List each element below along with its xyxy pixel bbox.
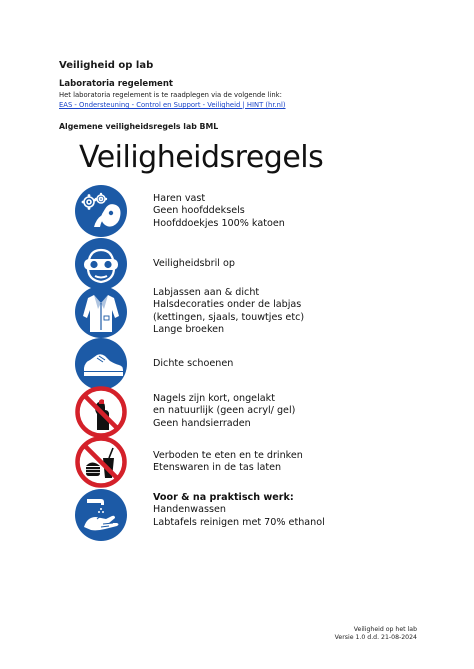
page-title: Veiligheid op lab bbox=[59, 60, 154, 71]
rule-line: en natuurlijk (geen acryl/ gel) bbox=[153, 405, 296, 417]
rule-line: Geen hoofddeksels bbox=[153, 205, 245, 217]
rule-line: Labtafels reinigen met 70% ethanol bbox=[153, 516, 325, 528]
rule-text bbox=[153, 193, 285, 230]
footer-title: Veiligheid op het lab bbox=[353, 626, 417, 633]
safety-goggles-icon bbox=[75, 238, 127, 290]
rule-text bbox=[153, 450, 303, 475]
rule-item bbox=[75, 238, 405, 290]
no-nail-polish-icon bbox=[75, 386, 127, 438]
subheading: Algemene veiligheidsregels lab BML bbox=[59, 122, 219, 131]
rule-line: Verboden te eten en te drinken bbox=[153, 450, 303, 461]
footer-version: Versie 1.0 d.d. 21-08-2024 bbox=[334, 634, 417, 642]
rule-line: Nagels zijn kort, ongelakt bbox=[153, 393, 275, 404]
rule-text bbox=[153, 393, 295, 430]
rule-item bbox=[75, 338, 405, 390]
regulations-link[interactable]: EAS - Ondersteuning - Control en Support - Veiligheid | HINT (hr.nl) bbox=[59, 101, 286, 109]
rule-line: Labjassen aan & dicht bbox=[153, 287, 260, 298]
rule-heading: Voor & na praktisch werk: bbox=[153, 492, 294, 503]
rule-item bbox=[75, 386, 405, 438]
rule-line: Haren vast bbox=[153, 193, 206, 204]
rule-line: Veiligheidsbril op bbox=[153, 258, 235, 269]
lab-coat-icon bbox=[75, 286, 127, 338]
no-eating-drinking-icon bbox=[75, 436, 127, 488]
rule-line: Handenwassen bbox=[153, 504, 226, 516]
rule-text bbox=[153, 492, 325, 529]
rule-line: Dichte schoenen bbox=[153, 358, 234, 369]
safety-shoe-icon bbox=[75, 338, 127, 390]
rule-item bbox=[75, 436, 405, 488]
hair-protection-icon bbox=[75, 185, 127, 237]
page-footer bbox=[335, 626, 417, 642]
hand-washing-icon bbox=[75, 489, 127, 541]
rule-item bbox=[75, 286, 405, 338]
rule-line: Hoofddoekjes 100% katoen bbox=[153, 217, 285, 229]
intro-text: Het laboratoria regelement is te raadplegen via de volgende link: bbox=[59, 91, 282, 99]
poster-title: Veiligheidsregels bbox=[79, 140, 324, 175]
rule-line: Halsdecoraties onder de labjas bbox=[153, 299, 302, 311]
rule-text bbox=[153, 258, 235, 270]
rule-text bbox=[153, 358, 233, 370]
section-title: Laboratoria regelement bbox=[59, 79, 173, 89]
rule-line: (kettingen, sjaals, touwtjes etc) bbox=[153, 311, 305, 323]
rule-line: Geen handsierraden bbox=[153, 417, 251, 429]
rule-text bbox=[153, 287, 304, 336]
rule-line: Lange broeken bbox=[153, 323, 225, 335]
rule-line: Etenswaren in de tas laten bbox=[153, 462, 282, 474]
rule-item bbox=[75, 185, 405, 237]
rule-item bbox=[75, 489, 405, 541]
